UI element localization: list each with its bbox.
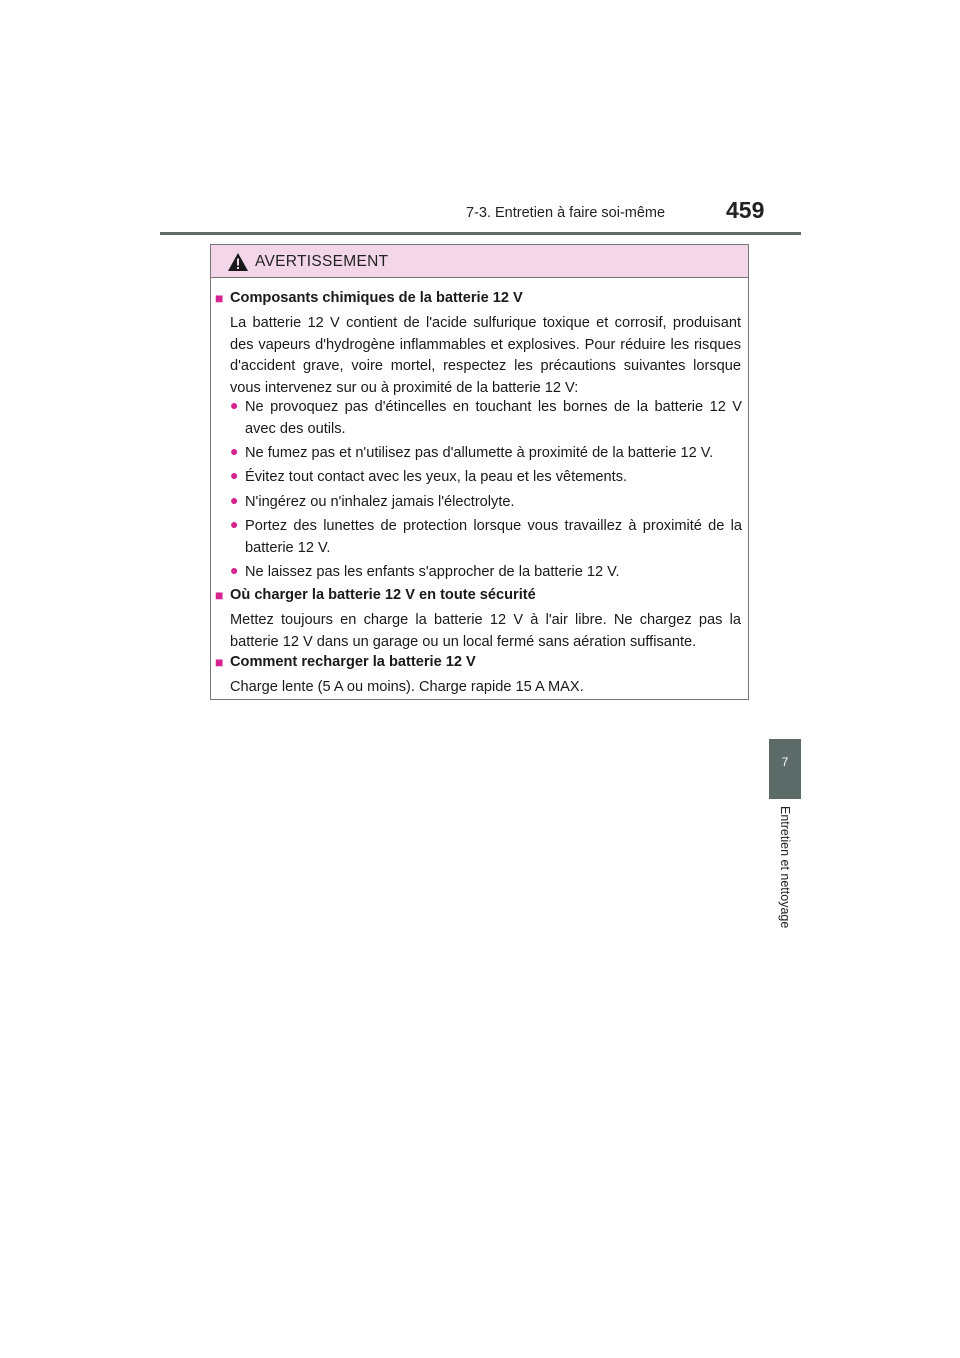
section-heading: Où charger la batterie 12 V en toute sécurité [230, 587, 536, 603]
bullet-marker: ● [230, 516, 239, 532]
chapter-label: Entretien et nettoyage [778, 806, 792, 929]
bullet-marker: ● [230, 467, 239, 483]
section-heading: Composants chimiques de la batterie 12 V [230, 290, 523, 306]
section-heading: Comment recharger la batterie 12 V [230, 654, 476, 670]
bullet-item: Ne fumez pas et n'utilisez pas d'allumette à proximité de la batterie 12 V. [245, 445, 714, 461]
bullet-marker: ● [230, 443, 239, 459]
section-marker-square: ■ [215, 290, 224, 306]
warning-box [210, 244, 749, 700]
header-rule [160, 232, 801, 235]
bullet-item: N'ingérez ou n'inhalez jamais l'électrolyte. [245, 494, 515, 510]
chapter-number: 7 [781, 755, 789, 769]
bullet-item: Ne provoquez pas d'étincelles en touchant les bornes de la batterie 12 V avec des outils. [245, 399, 742, 437]
page-number: 459 [726, 197, 765, 223]
chapter-tab [769, 739, 801, 799]
bullet-item: Portez des lunettes de protection lorsque vous travaillez à proximité de la batterie 12 V. [245, 518, 742, 556]
section-marker-square: ■ [215, 654, 224, 670]
warning-header [211, 245, 748, 278]
bullet-item: Ne laissez pas les enfants s'approcher de la batterie 12 V. [245, 564, 620, 580]
section-marker-square: ■ [215, 587, 224, 603]
section-paragraph: Mettez toujours en charge la batterie 12 V à l'air libre. Ne chargez pas la batterie 12 V dans un garage ou un local fermé sans aération suffisante. [230, 612, 741, 650]
bullet-item: Évitez tout contact avec les yeux, la peau et les vêtements. [245, 469, 628, 485]
warning-title: AVERTISSEMENT [255, 253, 389, 270]
bullet-marker: ● [230, 397, 239, 413]
section-paragraph: La batterie 12 V contient de l'acide sulfurique toxique et corrosif, produisant des vapeurs d'hydrogène inflammables et explosives. Pour réduire les risques d'accident grave, voire mortel, respectez les précautions suivantes lorsque vous intervenez sur ou à proximité de la batterie 12 V: [230, 315, 741, 396]
bullet-marker: ● [230, 562, 239, 578]
warning-triangle-icon [227, 252, 249, 272]
header-section-title: 7-3. Entretien à faire soi-même [466, 205, 666, 221]
chapter-side-label [771, 806, 799, 956]
bullet-marker: ● [230, 492, 239, 508]
section-paragraph: Charge lente (5 A ou moins). Charge rapide 15 A MAX. [230, 679, 584, 695]
